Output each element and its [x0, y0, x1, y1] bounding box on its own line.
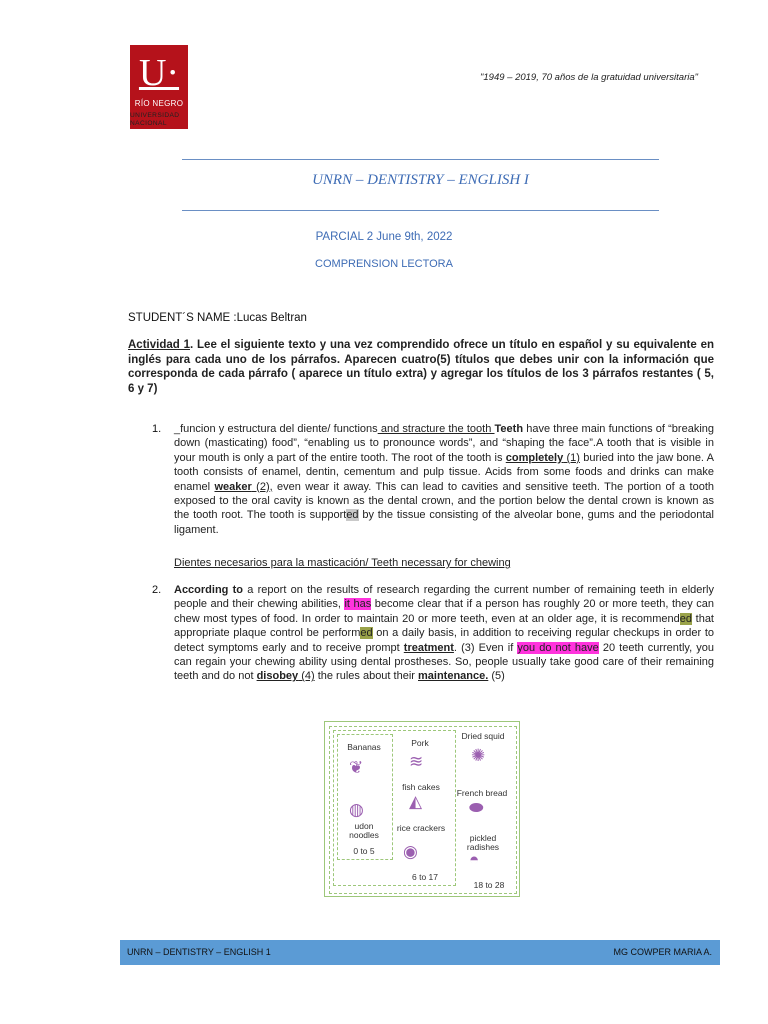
- activity-label: Actividad 1: [128, 339, 190, 351]
- p2-g: ed: [360, 627, 373, 640]
- p1-j: even wear it away. This can lead to cavities and sensitive teeth. The portion of a tooth exposed to the oral cavity is known as the dental crown, and the portion below the dental crown is known as the tooth root. The tooth is support: [174, 480, 715, 522]
- p2-m: disobey: [256, 670, 299, 683]
- label-pork: Pork: [411, 738, 429, 748]
- p2-b: a report on the results of research regarding the current number of remaining teeth in elderly people and their chewing abilities,: [174, 584, 714, 611]
- label-french-bread: French bread: [456, 788, 508, 798]
- pickled-radish-icon: ◓: [469, 850, 480, 869]
- udon-bowl-icon: ◍: [349, 800, 364, 819]
- logo-line1: RÍO NEGRO: [134, 99, 184, 108]
- extra-title: Dientes necesarios para la masticación/ Teeth necessary for chewing: [174, 557, 511, 569]
- p2-q: (5): [488, 670, 505, 683]
- squid-icon: ✺: [471, 746, 486, 765]
- p1-g: buried into the jaw bone. A tooth consists of enamel, dentin, cementum and pulp tissue. Acids from some foods and drinks can make enamel: [174, 451, 715, 493]
- p2-p: maintenance.: [418, 670, 489, 683]
- french-bread-icon: ⬬: [469, 798, 484, 817]
- footer-right: MG COWPER MARIA A.: [613, 947, 712, 957]
- paragraph-1: [174, 422, 714, 537]
- p1-f: (1): [563, 451, 580, 464]
- p1-a: _funcion y estructura del diente/ functions: [174, 423, 378, 435]
- p2-l: 20 teeth currently, you can regain your chewing ability using dental prostheses. So, people usually take good care of their remaining teeth and do not: [174, 641, 714, 683]
- label-bananas: Bananas: [347, 742, 381, 752]
- p2-i: treatment: [403, 641, 454, 654]
- paragraph-2: [174, 583, 714, 684]
- title-rule-bottom: [182, 210, 659, 211]
- p2-h: on a daily basis, in addition to receiving regular checkups in order to detect symptoms early and to receive prompt: [174, 627, 714, 654]
- p1-e: completely: [505, 451, 564, 464]
- exam-section: COMPRENSION LECTORA: [315, 258, 453, 270]
- rice-cracker-icon: ◉: [403, 842, 418, 861]
- banana-icon: ❦: [349, 758, 364, 777]
- p1-d: have three main functions of “breaking down (masticating) food”, “enabling us to pronounce words”, and “shaping the face”.A tooth that is visible in your mouth is only a part of the entire tooth. The root of the tooth is: [174, 423, 714, 464]
- label-dried-squid: Dried squid: [461, 731, 505, 741]
- paragraph-2-number: 2.: [152, 584, 162, 596]
- p1-k: ed: [346, 509, 359, 522]
- p2-c: it has: [344, 598, 372, 611]
- pork-icon: ≋: [409, 752, 424, 771]
- activity-instructions: [128, 338, 714, 396]
- activity-text: . Lee el siguiente texto y una vez comprendido ofrece un título en español y su equivalente en inglés para cada uno de los párrafos. Aparecen cuatro(5) títulos que debes unir con la información que corresponda de cada párrafo ( aparece un título extra) y agregar los títulos de los 3 párrafos restantes ( 5, 6 y 7): [128, 339, 714, 395]
- label-fish-cakes: fish cakes: [402, 782, 440, 792]
- logo-line2: UNIVERSIDAD: [130, 112, 180, 119]
- p1-l: by the tissue consisting of the alveolar bone, gums and the periodontal ligament.: [174, 509, 714, 536]
- document-title: UNRN – DENTISTRY – ENGLISH I: [312, 172, 529, 188]
- p2-e: ed: [679, 612, 692, 625]
- p2-j: . (3) Even if: [453, 641, 518, 654]
- p2-o: the rules about their: [314, 670, 418, 683]
- chewing-foods-figure: [324, 721, 520, 897]
- logo-subtitle: [130, 112, 192, 128]
- label-pickled: pickled radishes: [466, 833, 500, 852]
- label-udon: udon noodles: [349, 821, 379, 840]
- p2-f: that appropriate plaque control be perform: [174, 612, 714, 640]
- title-rule-top: [182, 159, 659, 160]
- student-name: STUDENT´S NAME :Lucas Beltran: [128, 312, 307, 324]
- label-rice-crackers: rice crackers: [396, 823, 446, 833]
- fish-cake-icon: ◭: [409, 792, 423, 811]
- footer-left: UNRN – DENTISTRY – ENGLISH 1: [127, 947, 271, 957]
- header-quote: "1949 – 2019, 70 años de la gratuidad universitaria": [480, 72, 699, 83]
- paragraph-1-number: 1.: [152, 423, 162, 435]
- p2-n: (4): [298, 670, 315, 683]
- exam-date: PARCIAL 2 June 9th, 2022: [315, 231, 453, 243]
- label-group-1: 0 to 5: [353, 846, 375, 856]
- p2-a: According to: [174, 584, 244, 596]
- label-group-2: 6 to 17: [412, 872, 438, 882]
- p1-i: (2),: [251, 480, 273, 493]
- p2-d: become clear that if a person has roughly 20 or more teeth, they can chew most types of food. In order to maintain 20 or more teeth, even at an older age, it is recommend: [174, 598, 714, 625]
- page-footer: [120, 940, 720, 965]
- p1-h: weaker: [214, 480, 252, 493]
- logo-letter: U·: [138, 52, 180, 94]
- p1-c: Teeth: [494, 423, 524, 435]
- p1-b: and stracture the tooth: [377, 423, 495, 435]
- logo-line3: NACIONAL: [130, 120, 167, 127]
- p2-k: you do not have: [517, 641, 599, 654]
- label-group-3: 18 to 28: [473, 880, 505, 890]
